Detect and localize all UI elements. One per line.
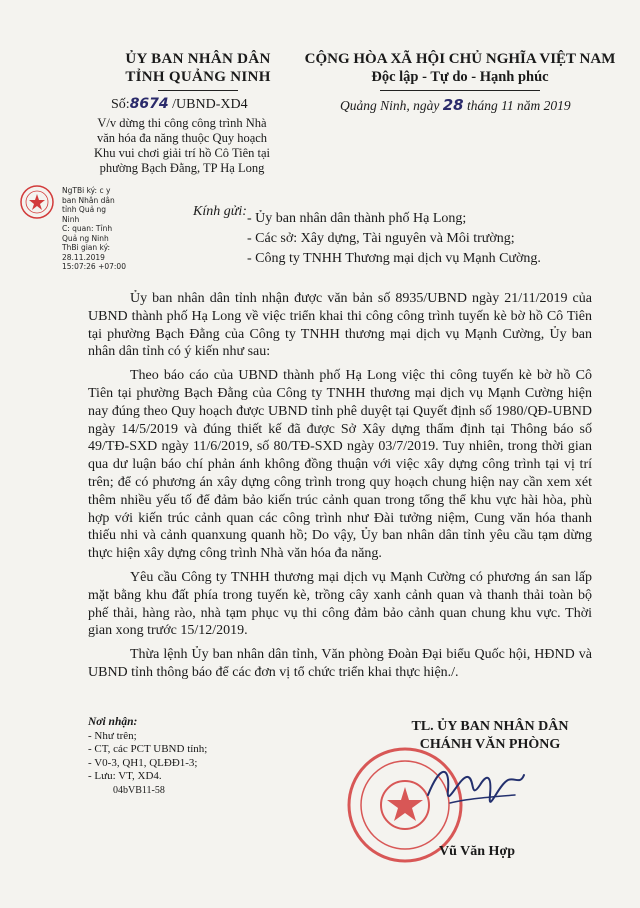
signer-title-line1: TL. ỦY BAN NHÂN DÂN — [411, 719, 569, 734]
signature-info-line: Ninh — [62, 214, 80, 224]
recipient-item: - Công ty TNHH Thương mại dịch vụ Mạnh Cường. — [247, 251, 541, 266]
document-number — [111, 96, 248, 113]
distribution-title: Nơi nhận: — [88, 716, 138, 728]
signature-info-line: tỉnh Quả ng — [62, 205, 107, 214]
body-paragraph: Yêu cầu Công ty TNHH thương mại dịch vụ Mạnh Cường có phương án san lấp mặt bằng khu đất phía trong tuyến kè, trồng cây xanh cảnh quan và thanh thải toàn bộ phế thải, hàng rào, nhà tạm phục vụ thi công đảm bảo cảnh quan chung khu vực. Thời gian xong trước 15/12/2019. — [88, 569, 592, 639]
signature-info-line: C: quan: Tỉnh — [62, 224, 113, 233]
divider — [380, 90, 540, 91]
subject-summary — [72, 116, 292, 176]
date-prefix: Quảng Ninh, ngày — [340, 98, 443, 113]
date-suffix: tháng 11 năm 2019 — [463, 98, 571, 113]
issuing-authority-line1: ỦY BAN NHÂN DÂN — [125, 51, 271, 67]
handwritten-signature-icon — [420, 755, 530, 825]
distribution-item: - Lưu: VT, XD4. — [88, 770, 162, 782]
document-number-suffix: /UBND-XD4 — [168, 97, 248, 112]
body-paragraph: Thừa lệnh Ủy ban nhân dân tỉnh, Văn phòng Đoàn Đại biểu Quốc hội, HĐND và UBND tỉnh thông báo để các đơn vị tổ chức triển khai thực hiện./. — [88, 647, 592, 680]
recipient-item: - Các sở: Xây dựng, Tài nguyên và Môi trường; — [247, 231, 515, 246]
national-motto: Độc lập - Tự do - Hạnh phúc — [371, 69, 549, 85]
recipients-list — [247, 209, 541, 269]
digital-signature-info — [62, 186, 150, 272]
signature-info-line: 15:07:26 +07:00 — [62, 262, 126, 271]
date-line — [340, 96, 571, 114]
recipients-label: Kính gửi: — [193, 204, 247, 219]
signature-info-line: ban Nhân dân — [62, 195, 115, 205]
national-title — [295, 50, 625, 91]
signature-info-line: NgTBi ký: c y — [62, 186, 111, 195]
subject-line: Khu vui chơi giải trí hồ Cô Tiên tại — [93, 146, 271, 160]
subject-line: văn hóa đa năng thuộc Quy hoạch — [96, 131, 268, 145]
distribution-list — [88, 716, 288, 797]
date-day-handwritten: 28 — [442, 96, 464, 114]
document-number-handwritten: 8674 — [129, 96, 169, 112]
distribution-item: - V0-3, QH1, QLĐĐ1-3; — [88, 756, 198, 769]
subject-line: phường Bạch Đằng, TP Hạ Long — [99, 161, 265, 175]
signature-info-line: 28.11.2019 — [62, 252, 105, 262]
signature-info-line: ThBi gian ký: — [62, 243, 111, 252]
issuing-authority — [88, 50, 308, 91]
distribution-item: - Như trên; — [88, 729, 137, 742]
signer-title — [375, 718, 605, 754]
signature-info-line: Quả ng Ninh — [62, 233, 109, 243]
body-paragraph: Theo báo cáo của UBND thành phố Hạ Long việc thi công tuyến kè bờ hồ Cô Tiên tại phường Bạch Đằng của Công ty TNHH thương mại dịch vụ Mạnh Cường hiện nay đúng theo Quy hoạch được UBND tỉnh phê duyệt tại Quyết định số 1980/QĐ-UBND ngày 14/5/2019 và đúng thiết kế đã được Sở Xây dựng thẩm định tại Thông báo số 49/TĐ-SXD ngày 11/6/2019, số 80/TĐ-SXD ngày 03/7/2019. Tuy nhiên, trong thời gian qua dư luận báo chí phản ánh không đồng thuận với việc xây dựng công trình tại vị trí trên; để có phương án xây dựng công trình trong quy hoạch chung hiện nay cần xem xét thêm nhiều yếu tố để đảm bảo kiến trúc cảnh quan trong tổng thể khu vực hài hòa, phù hợp với kiến trúc cảnh quan các công trình như Đài tưởng niệm, Cung văn hóa thanh thiếu nhi và cảnh quanxung quanh hồ; Do vậy, Ủy ban nhân dân tỉnh yêu cầu tạm dừng thực hiện xây dựng công trình Nhà văn hóa đa năng. — [88, 368, 592, 562]
body-paragraph: Ủy ban nhân dân tỉnh nhận được văn bản số 8935/UBND ngày 21/11/2019 của UBND thành phố Hạ Long về việc triển khai thi công công trình tuyến kè bờ hồ Cô Tiên tại phường Bạch Đằng của Công ty TNHH thương mại dịch vụ Mạnh Cường, Ủy ban nhân dân tỉnh có ý kiến như sau: — [88, 291, 592, 360]
digital-signature-seal-icon — [20, 185, 54, 219]
distribution-item: - CT, các PCT UBND tỉnh; — [88, 743, 208, 755]
document-number-prefix: Số: — [111, 97, 130, 112]
issuing-authority-line2: TỈNH QUẢNG NINH — [125, 69, 271, 85]
signer-name: Vũ Văn Hợp — [439, 844, 515, 859]
document-code: 04bVB11-58 — [113, 784, 165, 796]
subject-line: V/v dừng thi công công trình Nhà — [97, 116, 267, 130]
recipient-item: - Ủy ban nhân dân thành phố Hạ Long; — [247, 211, 467, 226]
document-body — [88, 290, 592, 688]
divider — [158, 90, 238, 91]
signer-title-line2: CHÁNH VĂN PHÒNG — [419, 737, 561, 752]
national-title-line1: CỘNG HÒA XÃ HỘI CHỦ NGHĨA VIỆT NAM — [304, 51, 616, 67]
